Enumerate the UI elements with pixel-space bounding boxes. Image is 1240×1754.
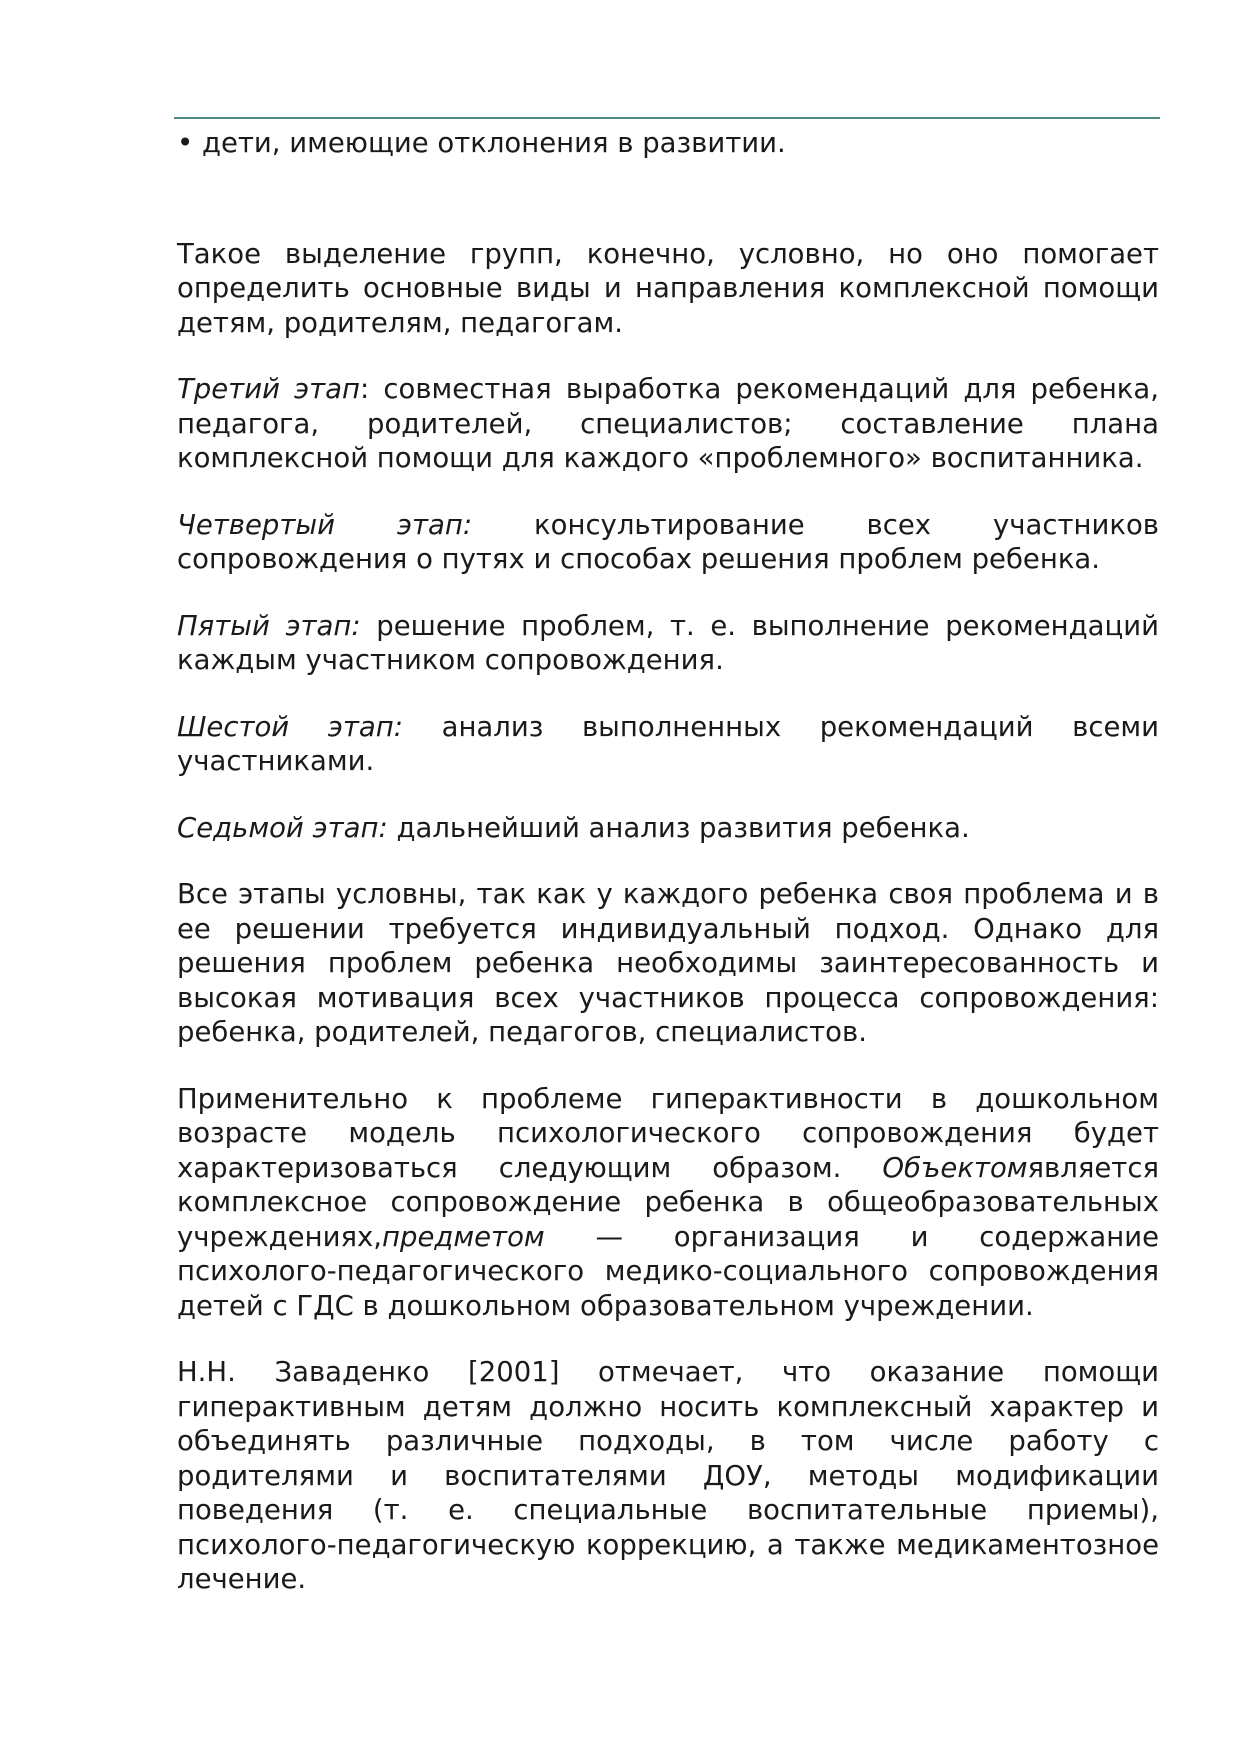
stage-4-lead: Четвертый этап: bbox=[177, 508, 473, 541]
paragraph-model bbox=[177, 1082, 1159, 1324]
stage-6-lead: Шестой этап: bbox=[177, 710, 403, 743]
stage-5-text: решение проблем, т. е. выполнение рекомендаций каждым участником сопровождения. bbox=[177, 609, 1159, 676]
model-italic-object: Объектом bbox=[882, 1151, 1028, 1184]
header-rule bbox=[174, 117, 1160, 119]
paragraph-all-stages: Все этапы условны, так как у каждого ребенка своя проблема и в ее решении требуется индивидуальный подход. Однако для решения проблем ребенка необходимы заинтересованность и высокая мотивация всех участников процесса сопровождения: ребенка, родителей, педагогов, специалистов. bbox=[177, 878, 1159, 1048]
paragraph-zavadenko: Н.Н. Заваденко [2001] отмечает, что оказание помощи гиперактивным детям должно носить комплексный характер и объединять различные подходы, в том числе работу с родителями и воспитателями ДОУ, методы модификации поведения (т. е. специальные воспитательные приемы), психолого-педагогическую коррекцию, а также медикаментозное лечение. bbox=[177, 1356, 1159, 1595]
paragraph-groups: Такое выделение групп, конечно, условно, но оно помогает определить основные виды и направления комплексной помощи детям, родителям, педагогам. bbox=[177, 237, 1159, 339]
paragraph-stage-6 bbox=[177, 710, 1159, 779]
model-italic-subject: предметом bbox=[382, 1220, 545, 1253]
paragraph-stage-4 bbox=[177, 508, 1159, 577]
paragraph-stage-3 bbox=[177, 372, 1159, 476]
stage-3-lead: Третий этап bbox=[177, 373, 360, 405]
stage-7-lead: Седьмой этап: bbox=[177, 811, 388, 844]
stage-3-text: : совместная выработка рекомендаций для ребенка, педагога, родителей, специалистов; составление плана комплексной помощи для каждого «проблемного» воспитанника. bbox=[177, 373, 1159, 474]
bullet-item: • дети, имеющие отклонения в развитии. bbox=[177, 127, 786, 159]
paragraph-stage-7 bbox=[177, 811, 1159, 846]
model-text-2: является комплексное сопровождение ребенка в общеобразовательных учреждениях, bbox=[177, 1151, 1159, 1253]
model-text-3: — организация и содержание психолого-педагогического медико-социального сопровождения детей с ГДС в дошкольном образовательном учреждении. bbox=[177, 1220, 1159, 1322]
stage-6-text: анализ выполненных рекомендаций всеми участниками. bbox=[177, 710, 1159, 777]
stage-4-text: консультирование всех участников сопровождения о путях и способах решения проблем ребенка. bbox=[177, 508, 1159, 575]
stage-5-lead: Пятый этап: bbox=[177, 609, 361, 642]
stage-7-text: дальнейший анализ развития ребенка. bbox=[387, 811, 970, 844]
paragraph-stage-5 bbox=[177, 609, 1159, 678]
page-body bbox=[177, 126, 1159, 1597]
model-text-1: Применительно к проблеме гиперактивности в дошкольном возрасте модель психологического сопровождения будет характеризоваться следующим образом. bbox=[177, 1082, 1159, 1184]
